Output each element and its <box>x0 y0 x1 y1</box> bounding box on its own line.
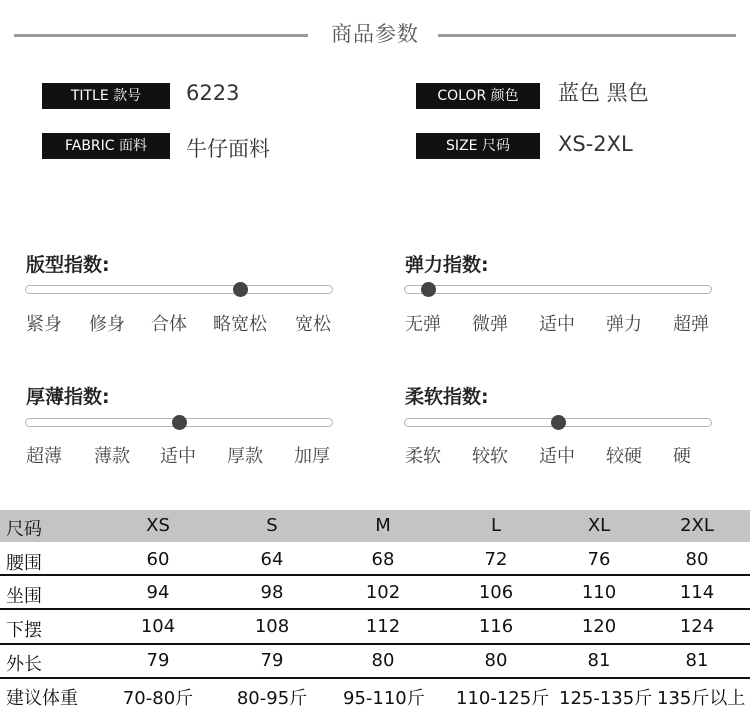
table-cell: 腰围 <box>6 553 42 574</box>
fit-index-knob <box>233 282 248 297</box>
thickness-index-knob <box>172 415 187 430</box>
table-cell: 120 <box>581 616 617 637</box>
table-cell: 68 <box>371 549 395 570</box>
elasticity-option: 无弹 <box>405 314 441 335</box>
softness-option: 硬 <box>673 446 691 467</box>
thickness-index-title: 厚薄指数: <box>26 386 110 408</box>
table-cell: 108 <box>254 616 290 637</box>
table-cell: 72 <box>484 549 508 570</box>
thickness-option: 超薄 <box>26 446 62 467</box>
table-header-cell: M <box>375 515 391 536</box>
table-cell: 95-110斤 <box>343 688 425 709</box>
size-value: XS-2XL <box>558 132 633 156</box>
size-label: SIZE 尺码 <box>416 133 540 159</box>
elasticity-option: 弹力 <box>606 314 642 335</box>
table-cell: 64 <box>260 549 284 570</box>
color-label: COLOR 颜色 <box>416 83 540 109</box>
title-label: TITLE 款号 <box>42 83 170 109</box>
table-divider <box>0 608 750 610</box>
table-cell: 135斤以上 <box>657 688 746 709</box>
table-cell: 76 <box>587 549 611 570</box>
table-cell: 80 <box>371 650 395 671</box>
table-row <box>0 578 750 608</box>
softness-index-knob <box>551 415 566 430</box>
table-cell: 112 <box>365 616 401 637</box>
thickness-option: 适中 <box>160 446 196 467</box>
fit-option: 修身 <box>89 314 125 335</box>
table-header-cell: XL <box>587 515 611 536</box>
table-cell: 60 <box>146 549 170 570</box>
thickness-option: 厚款 <box>227 446 263 467</box>
table-divider <box>0 677 750 679</box>
table-row <box>0 545 750 575</box>
softness-option: 较硬 <box>606 446 642 467</box>
table-cell: 70-80斤 <box>122 688 194 709</box>
table-cell: 102 <box>365 582 401 603</box>
table-header-cell: XS <box>146 515 170 536</box>
fit-option: 略宽松 <box>213 314 267 335</box>
table-cell: 下摆 <box>6 620 42 641</box>
table-row <box>0 612 750 642</box>
elasticity-option: 超弹 <box>673 314 709 335</box>
color-value: 蓝色 黑色 <box>558 81 649 105</box>
table-cell: 80 <box>484 650 508 671</box>
table-header-cell: 尺码 <box>6 519 42 540</box>
elasticity-index-knob <box>421 282 436 297</box>
fit-index-track <box>25 285 333 294</box>
table-row <box>0 646 750 676</box>
thickness-option: 加厚 <box>294 446 330 467</box>
table-header-cell: S <box>266 515 278 536</box>
softness-option: 较软 <box>472 446 508 467</box>
softness-option: 适中 <box>539 446 575 467</box>
header-rule-left <box>14 34 308 37</box>
fit-option: 合体 <box>151 314 187 335</box>
title-value: 6223 <box>186 81 240 105</box>
table-cell: 建议体重 <box>6 688 78 709</box>
elasticity-index-track <box>404 285 712 294</box>
table-header-cell: L <box>490 515 502 536</box>
table-header-cell: 2XL <box>680 515 714 536</box>
fabric-value: 牛仔面料 <box>186 137 270 161</box>
table-cell: 116 <box>478 616 514 637</box>
table-cell: 124 <box>679 616 715 637</box>
table-cell: 79 <box>146 650 170 671</box>
table-cell: 80 <box>685 549 709 570</box>
softness-index-title: 柔软指数: <box>405 386 489 408</box>
fit-option: 紧身 <box>26 314 62 335</box>
table-cell: 79 <box>260 650 284 671</box>
table-cell: 94 <box>146 582 170 603</box>
fit-index-title: 版型指数: <box>26 254 110 276</box>
elasticity-option: 适中 <box>539 314 575 335</box>
table-cell: 80-95斤 <box>236 688 308 709</box>
table-cell: 81 <box>587 650 611 671</box>
size-table-header <box>0 510 750 542</box>
table-cell: 81 <box>685 650 709 671</box>
table-cell: 106 <box>478 582 514 603</box>
header-rule-right <box>438 34 736 37</box>
table-cell: 外长 <box>6 654 42 675</box>
table-cell: 110 <box>581 582 617 603</box>
table-cell: 110-125斤 <box>456 688 550 709</box>
fit-option: 宽松 <box>295 314 331 335</box>
table-row <box>0 680 750 712</box>
thickness-option: 薄款 <box>94 446 130 467</box>
softness-option: 柔软 <box>405 446 441 467</box>
page-title: 商品参数 <box>331 22 419 46</box>
table-cell: 125-135斤 <box>559 688 653 709</box>
fabric-label: FABRIC 面料 <box>42 133 170 159</box>
elasticity-index-title: 弹力指数: <box>405 254 489 276</box>
table-cell: 98 <box>260 582 284 603</box>
table-cell: 104 <box>140 616 176 637</box>
table-cell: 坐围 <box>6 586 42 607</box>
table-divider <box>0 643 750 645</box>
elasticity-option: 微弹 <box>472 314 508 335</box>
table-cell: 114 <box>679 582 715 603</box>
